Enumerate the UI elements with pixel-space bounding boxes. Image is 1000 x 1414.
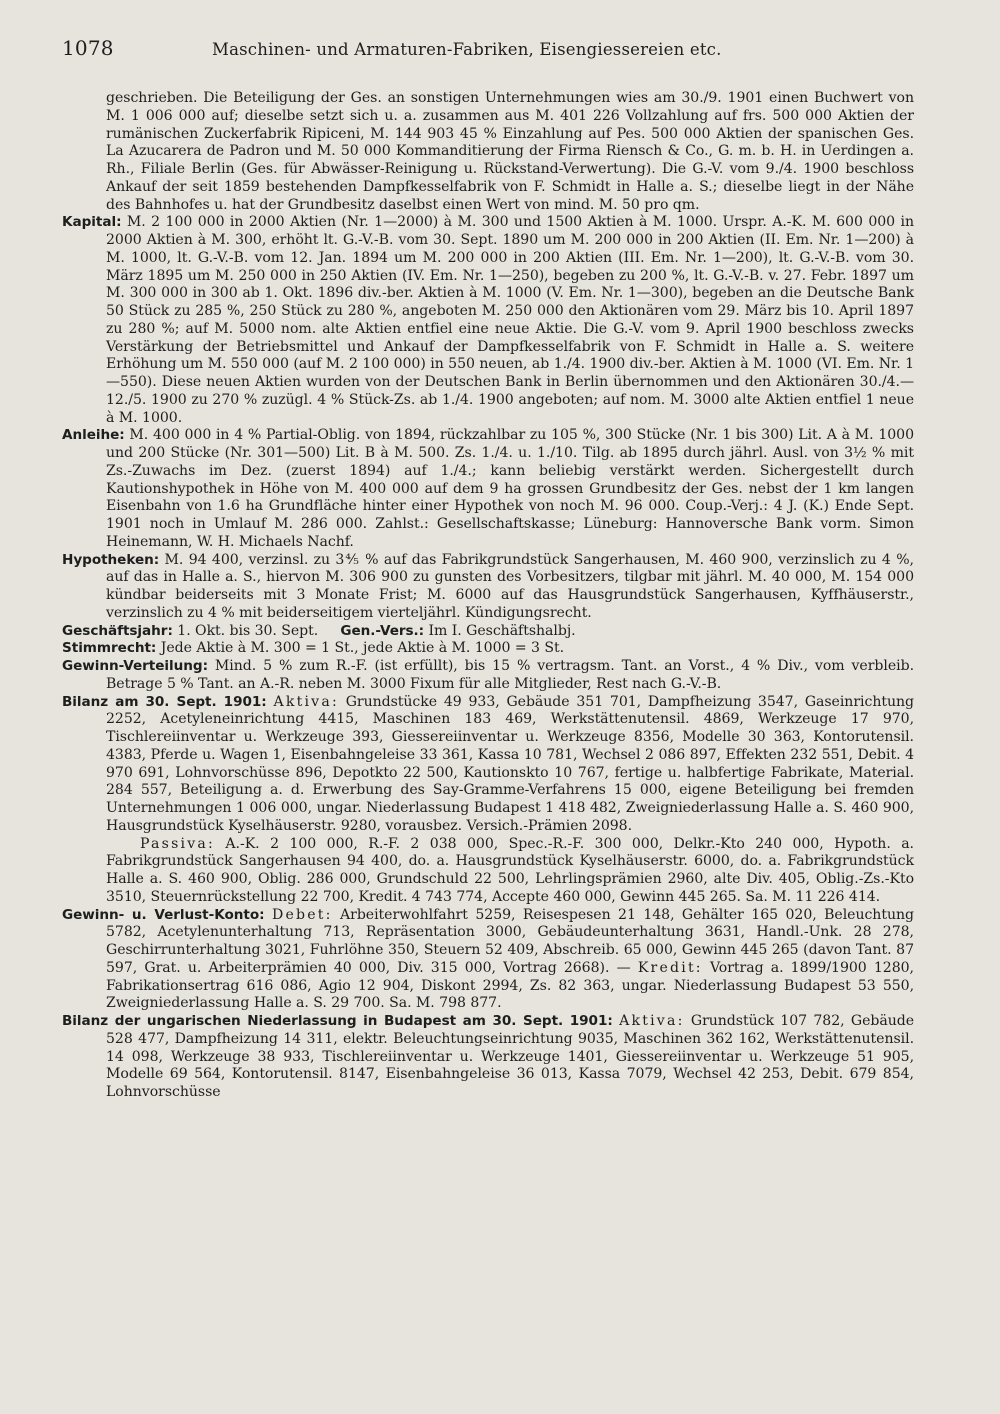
gewinn-verlust-section [62,907,914,1014]
stimmrecht-label: Stimmrecht: [62,640,157,657]
running-head: Maschinen- und Armaturen-Fabriken, Eisengiessereien etc. [212,40,722,59]
gewinn-verteilung-label: Gewinn-Verteilung: [62,658,208,674]
anleihe-section [62,427,914,551]
bilanz-section [62,694,914,836]
gewinn-verteilung-text: Mind. 5 % zum R.-F. (ist erfüllt), bis 15 % vertragsm. Tant. an Vorst., 4 % Div., vom verbleib. Betrage 5 % Tant. an A.-R. neben M. 3000 Fixum für alle Mitglieder, Rest nach G.-V.-B. [106,658,914,692]
stimmrecht-text: Jede Aktie à M. 300 = 1 St., jede Aktie à M. 1000 = 3 St. [160,640,565,657]
kredit-text: Vortrag a. 1899/1900 1280, Fabrikationsertrag 616 086, Agio 12 904, Diskont 2994, Zs. 82 363, ungar. Niederlassung Budapest 53 550, Zweigniederlassung Halle a. S. 29 700. Sa. M. 798 877. [106,959,914,1012]
page-number: 1078 [62,36,114,60]
intro-paragraph: geschrieben. Die Beteiligung der Ges. an sonstigen Unternehmungen wies am 30./9. 1901 einen Buchwert von M. 1 006 000 auf; dieselbe setzt sich u. a. zusammen aus M. 401 226 Vollzahlung auf frs. 500 000 Aktien der rumänischen Zuckerfabrik Ripiceni, M. 144 903 45 % Einzahlung auf Pes. 500 000 Aktien der spanischen Ges. La Azucarera de Padron und M. 50 000 Kommanditierung der Firma Riensch & Co., G. m. b. H. in Uerdingen a. Rh., Filiale Berlin (Ges. für Abwässer-Reinigung u. Rückstand-Verwertung). Die G.-V. vom 9./4. 1900 beschloss Ankauf der seit 1859 bestehenden Dampfkesselfabrik von F. Schmidt in Halle a. S.; dieselbe liegt in der Nähe des Bahnhofes u. hat der Grundbesitz daselbst einen Wert von mind. M. 50 pro qm. [106,90,914,213]
stimmrecht-section [62,640,914,658]
bilanz-passiva-label: Passiva: [140,835,215,852]
bilanz-passiva-paragraph [62,836,914,907]
bilanz-ungarn-aktiva-text: Grundstück 107 782, Gebäude 528 477, Dampfheizung 14 311, elektr. Beleuchtungseinrichtung 9035, Maschinen 362 162, Werkstättenutensil. 14 098, Werkzeuge 38 933, Tischlereiinventar u. Werkzeuge 1401, Giessereiinventar u. Werkzeuge 51 905, Modelle 69 564, Kontorutensil. 8147, Eisenbahngeleise 36 013, Kassa 7079, Wechsel 42 253, Debit. 679 854, Lohnvorschüsse [106,1013,914,1100]
hypotheken-text: M. 94 400, verzinsl. zu 3⅘ % auf das Fabrikgrundstück Sangerhausen, M. 460 900, verzinslich zu 4 %, auf das in Halle a. S., hiervon M. 306 900 zu gunsten des Vorbesitzers, tilgbar mit jährl. M. 40 000, M. 154 000 kündbar beiderseits mit 3 Monate Frist; M. 6000 auf das Hausgrundstück Sangerhausen, Kyffhäuserstr., verzinslich zu 4 % mit beiderseitigem vierteljährl. Kündigungsrecht. [106,551,914,621]
kapital-section [62,214,914,427]
kapital-label: Kapital: [62,214,122,231]
geschaeftsjahr-section [62,623,914,641]
body-text [62,90,914,1102]
gen-vers-text: Im I. Geschäftshalbj. [428,622,576,639]
bilanz-ungarn-section [62,1013,914,1102]
gewinn-verlust-label: Gewinn- u. Verlust-Konto: [62,906,265,923]
geschaeftsjahr-text: 1. Okt. bis 30. Sept. [177,622,319,639]
hypotheken-label: Hypotheken: [62,551,160,568]
bilanz-aktiva-text: Grundstücke 49 933, Gebäude 351 701, Dampfheizung 3547, Gaseinrichtung 2252, Acetyleneinrichtung 4415, Maschinen 183 469, Werkstättenutensil. 4869, Werkzeuge 17 970, Tischlereiinventar u. Werkzeuge 393, Giessereiinventar u. Werkzeuge 8356, Modelle 30 363, Kontorutensil. 4383, Pferde u. Wagen 1, Eisenbahngeleise 33 361, Kassa 10 781, Wechsel 2 086 897, Effekten 232 551, Debit. 4 970 691, Lohnvorschüsse 896, Depotkto 22 500, Kautionskto 10 767, fertige u. halbfertige Fabrikate, Material. 284 557, Beteiligung a. d. Erwerbung des Say-Gramme-Verfahrens 15 000, eigene Beteiligung bei fremden Unternehmungen 1 006 000, ungar. Niederlassung Budapest 1 418 482, Zweigniederlassung Halle a. S. 460 900, Hausgrundstück Kyselhäuserstr. 9280, vorausbez. Versich.-Prämien 2098. [106,693,914,834]
anleihe-label: Anleihe: [62,427,125,444]
gewinn-verteilung-section [62,658,914,694]
gen-vers-label: Gen.-Vers.: [340,622,425,639]
geschaeftsjahr-label: Geschäftsjahr: [62,622,173,639]
bilanz-passiva-text: A.-K. 2 100 000, R.-F. 2 038 000, Spec.-R.-F. 300 000, Delkr.-Kto 240 000, Hypoth. a. Fabrikgrundstück Sangerhausen 94 400, do. a. Hausgrundstück Kyselhäuserstr. 6000, do. a. Fabrikgrundstück Halle a. S. 460 900, Oblig. 286 000, Grundschuld 22 500, Lehrlingsprämien 2960, alte Div. 405, Oblig.-Zs.-Kto 3510, Steuernrückstellung 22 700, Kredit. 4 743 774, Accepte 460 000, Gewinn 445 265. Sa. M. 11 226 414. [106,835,914,905]
kredit-label: Kredit: [637,959,703,976]
page-header [62,36,914,60]
anleihe-text: M. 400 000 in 4 % Partial-Oblig. von 1894, rückzahlbar zu 105 %, 300 Stücke (Nr. 1 bis 300) Lit. A à M. 1000 und 200 Stücke (Nr. 301—500) Lit. B à M. 500. Zs. 1./4. u. 1./10. Tilg. ab 1895 durch jährl. Ausl. von 3½ % mit Zs.-Zuwachs im Dez. (zuerst 1894) auf 1./4.; kann beliebig verstärkt werden. Sichergestellt durch Kautionshypothek in Höhe von M. 400 000 auf dem 9 ha grossen Grundbesitz der Ges. nebst der 1 km langen Eisenbahn von 1.6 ha Grundfläche hinter einer Hypothek von noch M. 96 000. Coup.-Verj.: 4 J. (K.) Ende Sept. 1901 noch in Umlauf M. 286 000. Zahlst.: Gesellschaftskasse; Lüneburg: Hannoversche Bank vorm. Simon Heinemann, W. H. Michaels Nachf. [106,427,914,550]
bilanz-ungarn-label: Bilanz der ungarischen Niederlassung in Budapest am 30. Sept. 1901: [62,1013,613,1029]
debet-text: Arbeiterwohlfahrt 5259, Reisespesen 21 148, Gehälter 165 020, Beleuchtung 5782, Acetylenunterhaltung 713, Repräsentation 3000, Gebäudeunterhaltung 3631, Handl.-Unk. 28 278, Geschirrunterhaltung 3021, Fuhrlöhne 350, Steuern 52 409, Abschreib. 65 000, Gewinn 445 265 (davon Tant. 87 597, Grat. u. Arbeiterprämien 40 000, Div. 315 000, Vortrag 2668). — [106,906,914,976]
bilanz-aktiva-label: Aktiva: [273,693,339,710]
bilanz-label: Bilanz am 30. Sept. 1901: [62,693,267,710]
kapital-text: M. 2 100 000 in 2000 Aktien (Nr. 1—2000) à M. 300 und 1500 Aktien à M. 1000. Urspr. A.-K. M. 600 000 in 2000 Aktien à M. 300, erhöht lt. G.-V.-B. vom 30. Sept. 1890 um M. 200 000 in 200 Aktien (II. Em. Nr. 1—200) à M. 1000, lt. G.-V.-B. vom 12. Jan. 1894 um M. 200 000 in 200 Aktien (III. Em. Nr. 1—200), lt. G.-V.-B. vom 30. März 1895 um M. 250 000 in 250 Aktien (IV. Em. Nr. 1—250), begeben zu 200 %, lt. G.-V.-B. v. 27. Febr. 1897 um M. 300 000 in 300 ab 1. Okt. 1896 div.-ber. Aktien à M. 1000 (V. Em. Nr. 1—300), begeben an die Deutsche Bank 50 Stück zu 285 %, 250 Stück zu 280 %, angeboten M. 250 000 den Aktionären vom 29. März bis 10. April 1897 zu 280 %; auf M. 5000 nom. alte Aktien entfiel eine neue Aktie. Die G.-V. vom 9. April 1900 beschloss zwecks Verstärkung der Betriebsmittel und Ankauf der Dampfkesselfabrik von F. Schmidt in Halle a. S. weitere Erhöhung um M. 550 000 (auf M. 2 100 000) in 550 neuen, ab 1./4. 1900 div.-ber. Aktien à M. 1000 (VI. Em. Nr. 1—550). Diese neuen Aktien wurden von der Deutschen Bank in Berlin übernommen und den Aktionären 30./4.—12./5. 1900 zu 270 % zuzügl. 4 % Stück-Zs. ab 1./4. 1900 angeboten; auf nom. M. 3000 alte Aktien entfiel 1 neue à M. 1000. [106,214,914,426]
bilanz-ungarn-aktiva-label: Aktiva: [619,1013,685,1029]
hypotheken-section [62,552,914,623]
debet-label: Debet: [271,906,333,923]
